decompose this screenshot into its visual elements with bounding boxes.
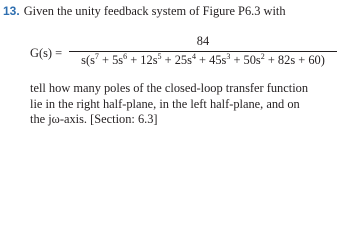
den-exp-5: 5	[157, 52, 162, 61]
question-line-3: the jω-axis. [Section: 6.3]	[30, 112, 158, 126]
den-exp-2: 2	[260, 52, 265, 61]
den-exp-4: 4	[191, 52, 196, 61]
transfer-function-equation	[30, 34, 340, 74]
equation-lhs: G(s) =	[30, 46, 63, 60]
den-open: s(	[81, 53, 91, 67]
question-line-1: tell how many poles of the closed-loop transfer function	[30, 81, 309, 95]
question-line-2: lie in the right half-plane, in the left half-plane, and on	[30, 96, 300, 111]
fraction-denominator	[69, 53, 337, 69]
den-tail: + 82s + 60)	[264, 53, 325, 67]
den-term-s2: + 50s	[230, 53, 261, 67]
den-term-s4: + 25s	[161, 53, 192, 67]
problem-intro-text: Given the unity feedback system of Figure P6.3 with	[23, 4, 286, 18]
den-exp-3: 3	[226, 52, 231, 61]
den-exp-7: 7	[94, 52, 99, 61]
problem-number: 13.	[3, 4, 20, 18]
fraction-numerator: 84	[196, 34, 210, 48]
den-term-s5: + 12s	[127, 53, 158, 67]
den-exp-6: 6	[123, 52, 128, 61]
problem-question	[30, 81, 338, 128]
den-term-s6: + 5s	[98, 53, 124, 67]
fraction	[69, 34, 337, 69]
den-term-s7: s	[90, 53, 95, 67]
den-term-s3: + 45s	[195, 53, 227, 67]
problem-intro-line	[3, 4, 286, 19]
fraction-bar	[69, 51, 337, 52]
